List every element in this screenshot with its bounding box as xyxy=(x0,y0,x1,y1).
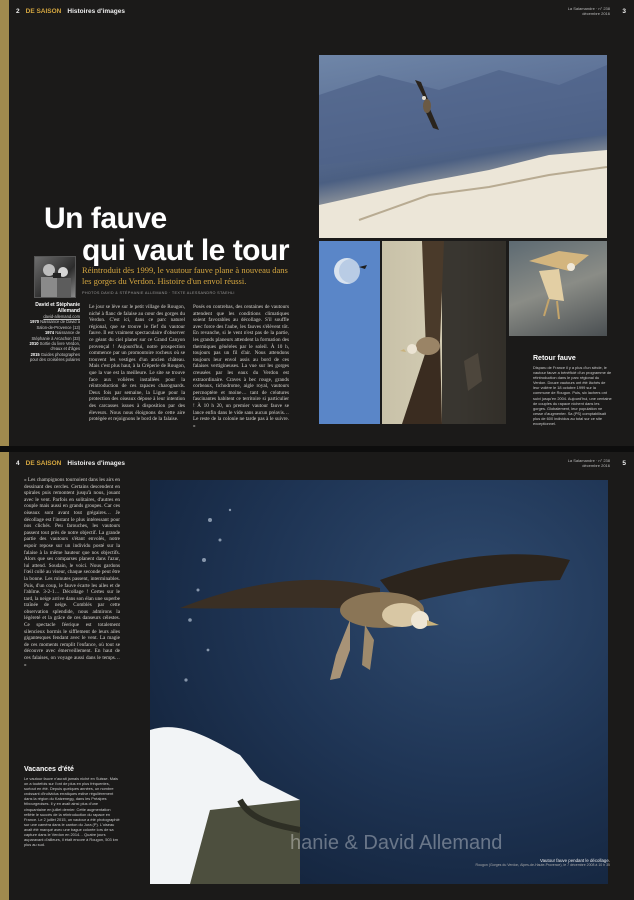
running-header xyxy=(16,460,125,467)
author-portrait xyxy=(34,256,76,298)
gold-page-edge xyxy=(0,0,9,446)
caption-details: Rougon (Gorges du Verdon, Alpes-de-Haute-Provence), le 7 décembre 2008 à 10 h 35 xyxy=(475,863,610,867)
body-column-3: « Les champignons tournoient dans les airs en dessinant des cercles. Certains descendent en spirales puis remontent jusqu'à nous, jouant avec le vent. Parfois en solitaires, d'autres en couple mais aussi en grands groupes. Car ces oiseaux sont avant tout grégaires… Je décollage est l'instant le plus intéressant pour nos clichés. Peu farouches, les vautours passent tout près de notre objectif. La grande partie des vautours s'étant envolés, notre espoir repose sur un individu posté sur la falaise à la même hauteur que nos objectifs. Alors que ses comparses planent dans l'azur, lui attend. Soudain, le voici. Nous gardons l'œil collé au viseur, chaque seconde peut être la bonne. Les minutes passent, interminables. Puis, d'un coup, le fauve écarte les ailes et de l'abîme. 3-2-1… Décollage ! Certes sur le tard, la neige arrive dans son élan une superbe traînée de neige. Comblés par cette observation splendide, nous admirons la légèreté et la grâce de ces danseurs célestes. Ce spectacle féerique est totalement silencieux hormis le sifflement de leurs ailes gigantesques fendant avec le vent. La magie de ces moments remplit l'enfance, où tout se découvre avec émerveillement. En haut de ces falaises, on voyage aussi dans le temps… » xyxy=(24,477,120,668)
sidebar-text: Disparu de France il y a plus d'un siècle, le vautour fauve a bénéficié d'un programme de réintroduction dans le parc régional du Verdon. Douze vautours ont été lâchés de leur volière le 18 octobre 1999 sur la commune de Rougon. Puis, six lachers ont suivi jusqu'en 2004. Aujourd'hui, une centaine de couples du rapace nichent dans les gorges. Globalement, leur population ne cesse d'augmenter. Sa (PS) comptabilisait plus de 600 individus au total sur ce site exceptionnel. xyxy=(533,365,612,427)
author-name: David et Stéphanie Allemand xyxy=(35,302,80,314)
headline-line-2: qui vaut le tour xyxy=(82,234,290,267)
magazine-date: décembre 2016 xyxy=(582,11,610,16)
magazine-info xyxy=(568,458,610,468)
article-headline xyxy=(44,203,304,267)
article-lead: Réintroduit dès 1999, le vautour fauve plane à nouveau dans les gorges du Verdon. Histoire d'un envol réussi. xyxy=(82,265,288,286)
headline-line-1: Un fauve xyxy=(44,202,167,235)
landing-vulture-photo xyxy=(509,241,607,336)
bio-entry: 1974 Naissance de Stéphanie à Arcachon (33) xyxy=(31,330,80,341)
vulture-over-mountains-photo xyxy=(319,55,607,238)
gold-page-edge xyxy=(0,452,9,900)
body-column-2: Posés en contrebas, des centaines de vautours attendent que les conditions climatiques soient favorables au décollage. S'il souffle avec force des l'aube, les fauves s'élèvent tôt. En revanche, si le vent n'est pas de la partie, les grands planeurs attendent la formation des thermiques générées par le soleil. À 10 h, toujours pas un fil d'air. Nous attendons toujours leur envol assis au bord de ces falaises vertigineuses. La vue sur les gorges creusées par les eaux du Verdon est extraordinaire. Craves à bec rouge, grands corbeaux, tichodrome, aigle royal, vautours percnoptère et moine… tant de créatures fascinantes habitent ce territoire si particulier ! À 10 h 20, un premier vautour fauve se lance enfin dans le vide sans aucun préavis… Le reste de la colonie ne tarde pas à le suivre. » xyxy=(193,304,289,429)
caption-title: Vautour fauve pendant le décollage. xyxy=(540,858,610,863)
running-header xyxy=(16,8,125,15)
bio-entry: 2015 Guides photographes pour des croisières polaires xyxy=(29,351,80,363)
body-column-1: Le jour se lève sur le petit village de Rougon, niché à flanc de falaise au cœur des gorges du Verdon. C'est ici, dans ce parc naturel régional, que se trouve le fief du vautour fauve. Il est vraiment spectaculaire d'observer ce géant du ciel planer sur ce Grand Canyon provençal ! Aujourd'hui, notre prospection commence par un promontoire rocheux où se trouvent les vestiges d'un ancien château. Mais c'est plus haut, à la Crêperie de Rougon, que la vue est la meilleure. Le site se trouve face aux volières installées pour la réintroduction de ces rapaces charognards. Deux fois par semaine, la Ligue pour la protection des oiseaux dépose à leur intention des carcasses issues à disposition par des éleveurs. Nous nous éloignons de cette aire protégée et rejoignons le bord de la falaise. xyxy=(89,304,185,423)
page-number-left: 4 xyxy=(16,460,20,467)
author-bio xyxy=(28,302,80,363)
magazine-name: La Salamandre · n° 238 xyxy=(567,6,610,11)
magazine-info xyxy=(568,6,610,16)
vulture-takeoff-photo xyxy=(150,480,608,884)
photo-caption xyxy=(470,858,610,867)
bio-entry: 2010 Sortie du livre Verdon, d'eaux et d'âges xyxy=(29,341,80,352)
sidebar-title: Retour fauve xyxy=(533,355,576,362)
photo-credit: PHOTOS DAVID & STÉPHANIE ALLEMAND · TEXTE ALESSANDRO STAEHLI xyxy=(82,291,235,295)
gliding-vulture-photo xyxy=(382,241,506,424)
author-website: david-allemand.com xyxy=(43,314,80,319)
spread-pages-4-5 xyxy=(0,452,634,900)
page-number-right: 5 xyxy=(622,460,626,467)
sidebar-title: Vacances d'été xyxy=(24,766,74,773)
magazine-name: La Salamandre · n° 238 xyxy=(567,458,610,463)
spread-pages-2-3 xyxy=(0,0,634,446)
section-title: Histoires d'images xyxy=(67,460,125,467)
sidebar-text: Le vautour fauve n'aurait jamais niché en Suisse. Mais on a toutefois sur l'ont de plus en plus fréquentes, surtout en été. Depuis quelques années, un nombre croissant d'individus erratiques estive régulièrement dans la région du Katzenegg, dans les Préalpes fribourgeoises. Il y en avait ainsi plus d'une cinquantaine en juillet dernier. Cette augmentation reflète le succès de la réintroduction du rapace en France. Le 2 juillet 2015, un vautour a été photographié sur une caméra dans le canton du Jura (P). L'oiseau avait été marqué avec une bague colorée lors de sa capture dans le Verdon en 2014… Quatre jours auparavant d'ailleurs, il était encore à Rougon, 503 km plus au sud. xyxy=(24,776,120,848)
section-label: DE SAISON xyxy=(25,8,62,15)
page-number-left: 2 xyxy=(16,8,20,15)
photo-watermark: hanie & David Allemand xyxy=(290,832,503,854)
moon-and-vulture-photo xyxy=(319,241,380,424)
section-label: DE SAISON xyxy=(25,460,62,467)
bio-entry: 1970 Naissance de David à Salon-de-Provence (13) xyxy=(29,319,80,330)
page-number-right: 3 xyxy=(622,8,626,15)
magazine-date: décembre 2016 xyxy=(582,463,610,468)
section-title: Histoires d'images xyxy=(67,8,125,15)
